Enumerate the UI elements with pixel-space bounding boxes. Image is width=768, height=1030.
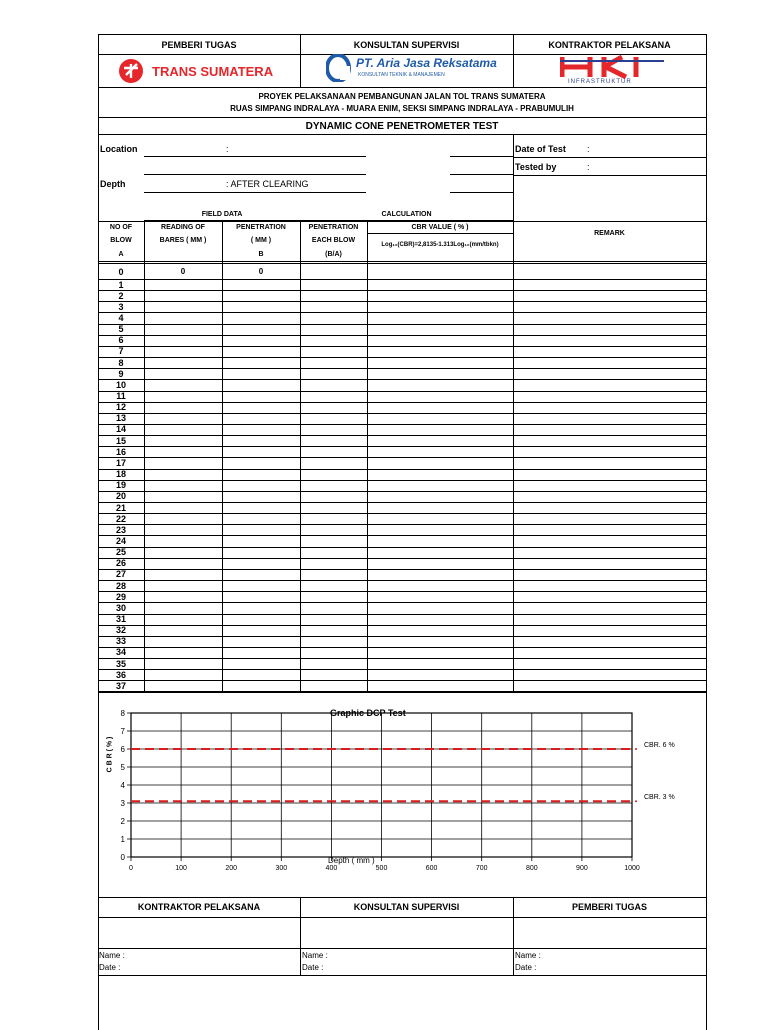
row0-penetration: 0	[258, 267, 264, 276]
blow-number: 23	[115, 524, 126, 535]
sig2-name-label: Name :	[302, 951, 328, 960]
blow-number: 34	[115, 647, 126, 658]
sig1-date-label: Date :	[99, 963, 121, 972]
calculation-heading: CALCULATION	[381, 211, 432, 218]
row-divider	[98, 558, 706, 559]
blow-number: 27	[115, 569, 126, 580]
blow-number: 32	[115, 625, 126, 636]
chart-y-tick-label: 0	[120, 853, 125, 862]
chart-y-tick-label: 2	[120, 817, 125, 826]
chart-x-tick-label: 0	[129, 865, 133, 872]
blow-number: 6	[118, 335, 124, 346]
row-divider	[98, 658, 706, 659]
chart-x-tick-label: 400	[325, 865, 338, 872]
chart-x-tick-label: 300	[275, 865, 288, 872]
blow-number: 10	[115, 379, 126, 390]
blow-number: 28	[115, 580, 126, 591]
col-no-line1: NO OF	[109, 224, 133, 231]
row-divider	[98, 312, 706, 313]
blow-number: 17	[115, 457, 126, 468]
row-divider	[98, 669, 706, 670]
project-line-2: RUAS SIMPANG INDRALAYA - MUARA ENIM, SEKSI SIMPANG INDRALAYA - PRABUMULIH	[230, 104, 574, 113]
date-of-test-label: Date of Test	[515, 144, 566, 154]
row-divider	[98, 480, 706, 481]
blow-number: 5	[118, 324, 124, 335]
row-divider	[98, 379, 706, 380]
chart-y-tick-label: 4	[120, 781, 125, 790]
row-divider	[98, 692, 706, 693]
col-pen-each-line2: EACH BLOW	[311, 237, 356, 244]
location-label: Location	[100, 144, 138, 154]
blow-number: 13	[115, 413, 126, 424]
row-divider	[98, 357, 706, 358]
chart-x-tick-label: 1000	[624, 865, 640, 872]
col-pen-line2: ( MM )	[250, 237, 272, 244]
tested-by-value: :	[587, 162, 590, 172]
blow-number: 25	[115, 547, 126, 558]
chart-y-tick-label: 8	[120, 709, 125, 718]
row-divider	[98, 647, 706, 648]
blow-number: 4	[118, 312, 124, 323]
row-divider	[98, 457, 706, 458]
row-divider	[98, 535, 706, 536]
chart-x-label: Depth ( mm )	[328, 856, 375, 865]
legend-cbr-3: CBR. 3 %	[644, 794, 675, 801]
chart-x-tick-label: 800	[525, 865, 538, 872]
blow-number: 1	[118, 279, 124, 290]
blow-number: 8	[118, 357, 124, 368]
row-divider	[98, 636, 706, 637]
tested-by-label: Tested by	[515, 162, 557, 172]
sig2-date-label: Date :	[302, 963, 324, 972]
col-no-line3: A	[118, 251, 124, 258]
row-divider	[98, 591, 706, 592]
col-pen-line1: PENETRATION	[236, 224, 286, 231]
col-pen-line3: B	[258, 251, 264, 258]
blow-number: 33	[115, 636, 126, 647]
blow-number: 30	[115, 602, 126, 613]
row-divider	[98, 502, 706, 503]
blow-number: 31	[115, 614, 126, 624]
header-pemberi-tugas: PEMBERI TUGAS	[161, 40, 237, 50]
chart-y-tick-label: 7	[120, 727, 125, 736]
col-no-line2: BLOW	[110, 237, 132, 244]
blow-number: 24	[115, 535, 126, 546]
chart-x-tick-label: 900	[576, 865, 588, 872]
row-divider	[98, 580, 706, 581]
sig-kontraktor-pelaksana: KONTRAKTOR PELAKSANA	[137, 902, 261, 912]
row-divider	[98, 391, 706, 392]
blow-number: 19	[115, 480, 126, 491]
blow-number: 21	[115, 502, 126, 513]
chart-x-tick-label: 600	[425, 865, 438, 872]
row-divider	[98, 402, 706, 403]
sig3-date-label: Date :	[515, 963, 537, 972]
row0-no: 0	[118, 267, 124, 277]
blow-number: 11	[116, 391, 126, 401]
row-divider	[98, 446, 706, 447]
project-line-1: PROYEK PELAKSANAAN PEMBANGUNAN JALAN TOL TRANS SUMATERA	[258, 92, 546, 101]
row-divider	[98, 424, 706, 425]
chart-x-tick-label: 200	[225, 865, 238, 872]
blow-number: 16	[115, 446, 126, 457]
col-pen-each-line3: (B/A)	[325, 251, 342, 258]
row-divider	[98, 547, 706, 548]
row-divider	[98, 435, 706, 436]
chart-y-tick-label: 1	[120, 835, 125, 844]
page-title: DYNAMIC CONE PENETROMETER TEST	[305, 121, 499, 132]
aria-jasa-reksatama-logo	[326, 54, 506, 84]
blow-number: 14	[115, 424, 126, 435]
hki-logo	[560, 55, 664, 87]
row-divider	[98, 335, 706, 336]
chart-y-tick-label: 3	[120, 799, 125, 808]
row-divider	[98, 368, 706, 369]
row-divider	[98, 290, 706, 291]
sig-pemberi-tugas: PEMBERI TUGAS	[571, 902, 647, 912]
sig3-name-label: Name :	[515, 951, 541, 960]
chart-series-end-marker	[635, 748, 637, 750]
sig1-name-label: Name :	[99, 951, 125, 960]
col-reading-line2: BARES ( MM )	[159, 237, 207, 244]
header-konsultan-supervisi: KONSULTAN SUPERVISI	[353, 40, 460, 50]
col-remark: REMARK	[594, 230, 625, 237]
blow-number: 12	[115, 402, 126, 413]
blow-number: 7	[118, 346, 124, 357]
row-divider	[98, 324, 706, 325]
header-kontraktor-pelaksana: KONTRAKTOR PELAKSANA	[548, 40, 671, 50]
blow-number: 22	[115, 513, 126, 524]
blow-number: 20	[115, 491, 126, 502]
aria-jasa-reksatama-subtext: KONSULTAN TEKNIK & MANAJEMEN	[358, 72, 445, 78]
row-divider	[98, 625, 706, 626]
blow-number: 9	[118, 368, 124, 379]
blow-number: 36	[115, 669, 126, 680]
col-pen-each-line1: PENETRATION	[308, 224, 359, 231]
blow-number: 2	[118, 290, 124, 301]
chart-y-tick-label: 5	[120, 763, 125, 772]
depth-value: : AFTER CLEARING	[226, 179, 309, 189]
row-divider	[98, 680, 706, 681]
chart-y-tick-label: 6	[120, 745, 125, 754]
col-reading-line1: READING OF	[161, 224, 205, 231]
blow-number: 26	[115, 558, 126, 569]
col-cbr-formula: Log₁₀(CBR)=2,8135-1.313Log₁₀(mm/tbkn)	[381, 242, 499, 248]
row-divider	[98, 346, 706, 347]
row-divider	[98, 469, 706, 470]
legend-cbr-6: CBR. 6 %	[644, 742, 675, 749]
row-divider	[98, 413, 706, 414]
date-of-test-value: :	[587, 144, 590, 154]
trans-sumatera-text: TRANS SUMATERA	[152, 64, 274, 79]
depth-label: Depth	[100, 179, 126, 189]
row-divider	[98, 524, 706, 525]
chart-y-label: C B R ( % )	[106, 736, 114, 773]
row-divider	[98, 301, 706, 302]
hki-subtext: INFRASTRUKTUR	[568, 79, 632, 85]
chart-x-tick-label: 100	[175, 865, 187, 872]
chart-series-end-marker	[635, 800, 637, 802]
blow-number: 18	[115, 469, 126, 480]
location-value: :	[226, 144, 229, 154]
aria-jasa-reksatama-text: PT. Aria Jasa Reksatama	[356, 56, 497, 70]
trans-sumatera-logo	[118, 58, 288, 84]
row-divider	[98, 513, 706, 514]
blow-number: 29	[115, 591, 126, 602]
row-divider	[98, 614, 706, 615]
row-divider	[98, 491, 706, 492]
blow-number: 35	[115, 658, 126, 669]
blow-number: 15	[115, 435, 126, 446]
blow-number: 3	[118, 301, 124, 312]
chart-title: Graphic DCP Test	[330, 708, 406, 718]
row-divider	[98, 602, 706, 603]
field-data-heading: FIELD DATA	[201, 211, 243, 218]
chart-x-tick-label: 500	[375, 865, 388, 872]
chart-x-tick-label: 700	[475, 865, 488, 872]
blow-number: 37	[115, 680, 126, 691]
sig-konsultan-supervisi: KONSULTAN SUPERVISI	[353, 902, 460, 912]
row-divider	[98, 569, 706, 570]
col-cbr-value: CBR VALUE ( % )	[411, 224, 469, 231]
row0-reading: 0	[180, 267, 186, 276]
